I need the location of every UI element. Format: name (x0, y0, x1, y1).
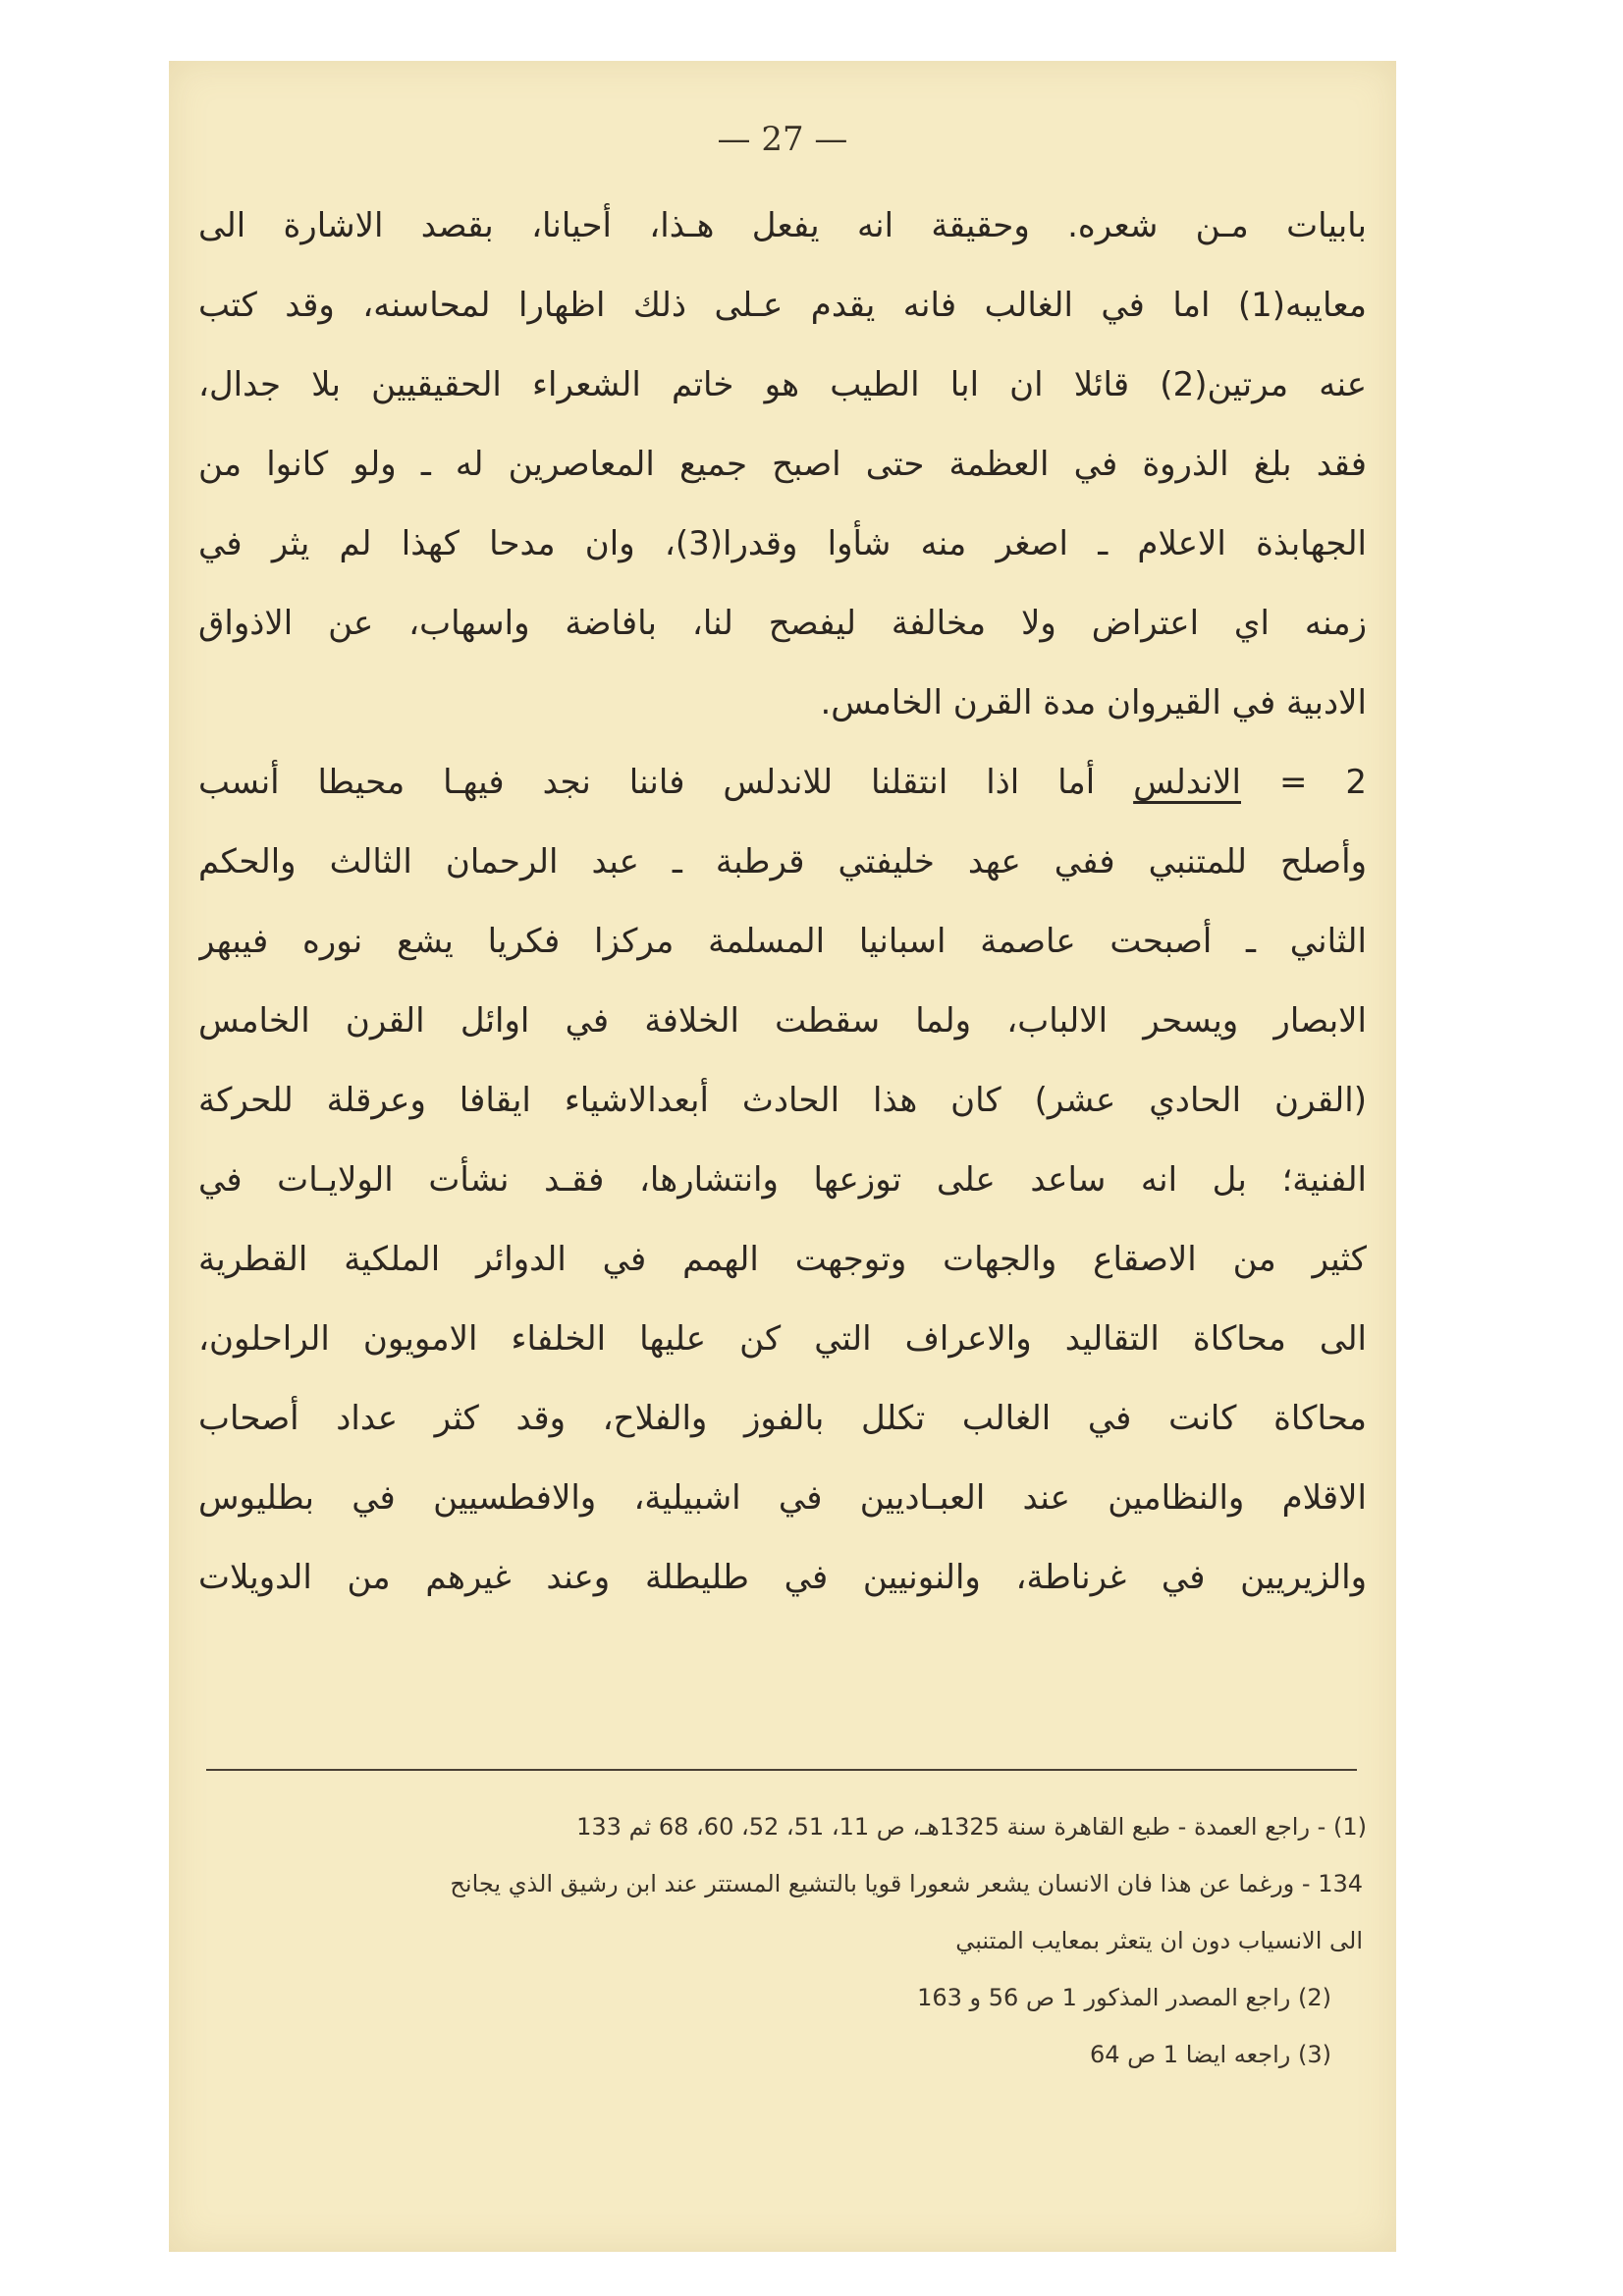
text-line: الجهابذة الاعلام ـ اصغر منه شأوا وقدرا(3)، وان مدحا كهذا لم يثر في (198, 524, 1367, 563)
footnote-continuation: الى الانسياب دون ان يتعثر بمعايب المتنبي (955, 1927, 1363, 1954)
section-heading-text: أما اذا انتقلنا للاندلس فاننا نجد فيهـا محيطا أنسب (198, 763, 1096, 802)
footnote: (2) راجع المصدر المذكور 1 ص 56 و 163 (917, 1984, 1331, 2011)
text-line: وأصلح للمتنبي ففي عهد خليفتي قرطبة ـ عبد الرحمان الثالث والحكم (198, 842, 1367, 881)
body-text (198, 187, 1367, 1618)
text-line: الثاني ـ أصبحت عاصمة اسبانيا المسلمة مركزا فكريا يشع نوره فيبهر (198, 922, 1367, 961)
footnote: (3) راجعه ايضا 1 ص 64 (1089, 2041, 1331, 2068)
footnotes (198, 1798, 1367, 2083)
footnote-continuation: 134 - ورغما عن هذا فان الانسان يشعر شعورا قويا بالتشيع المستتر عند ابن رشيق الذي يجانح (450, 1870, 1363, 1897)
text-line: الى محاكاة التقاليد والاعراف التي كن عليها الخلفاء الامويون الراحلون، (198, 1319, 1367, 1359)
section-title: الاندلس (1133, 763, 1241, 802)
text-line: الابصار ويسحر الالباب، ولما سقطت الخلافة في اوائل القرن الخامس (198, 1001, 1367, 1041)
section-number: 2 = (1278, 763, 1367, 802)
footnote-divider (206, 1769, 1357, 1771)
scanned-page (169, 61, 1396, 2252)
text-line: كثير من الاصقاع والجهات وتوجهت الهمم في الدوائر الملكية القطرية (198, 1240, 1367, 1279)
text-line: عنه مرتين(2) قائلا ان ابا الطيب هو خاتم الشعراء الحقيقيين بلا جدال، (198, 365, 1367, 404)
text-line: بابيات مـن شعره. وحقيقة انه يفعل هـذا، أحيانا، بقصد الاشارة الى (198, 206, 1367, 245)
text-line: محاكاة كانت في الغالب تكلل بالفوز والفلاح، وقد كثر عداد أصحاب (198, 1399, 1367, 1438)
page-number: — 27 — (717, 120, 848, 159)
text-line: (القرن الحادي عشر) كان هذا الحادث أبعدالاشياء ايقافا وعرقلة للحركة (198, 1081, 1367, 1120)
text-line: الاقلام والنظامين عند العبـاديين في اشبيلية، والافطسيين في بطليوس (198, 1478, 1367, 1518)
text-line: الادبية في القيروان مدة القرن الخامس. (820, 683, 1367, 722)
text-line: زمنه اي اعتراض ولا مخالفة ليفصح لنا، بافاضة واسهاب، عن الاذواق (198, 604, 1367, 643)
footnote: (1) - راجع العمدة - طبع القاهرة سنة 1325هـ، ص 11، 51، 52، 60، 68 ثم 133 (576, 1813, 1367, 1841)
section-heading-line (198, 743, 1367, 823)
text-line: فقد بلغ الذروة في العظمة حتى اصبح جميع المعاصرين له ـ ولو كانوا من (198, 445, 1367, 484)
text-line: الفنية؛ بل انه ساعد على توزعها وانتشارها، فقـد نشأت الولايـات في (198, 1160, 1367, 1200)
text-line: معايبه(1) اما في الغالب فانه يقدم عـلى ذلك اظهارا لمحاسنه، وقد كتب (198, 286, 1367, 325)
text-line: والزيريين في غرناطة، والنونيين في طليطلة وعند غيرهم من الدويلات (198, 1558, 1367, 1597)
